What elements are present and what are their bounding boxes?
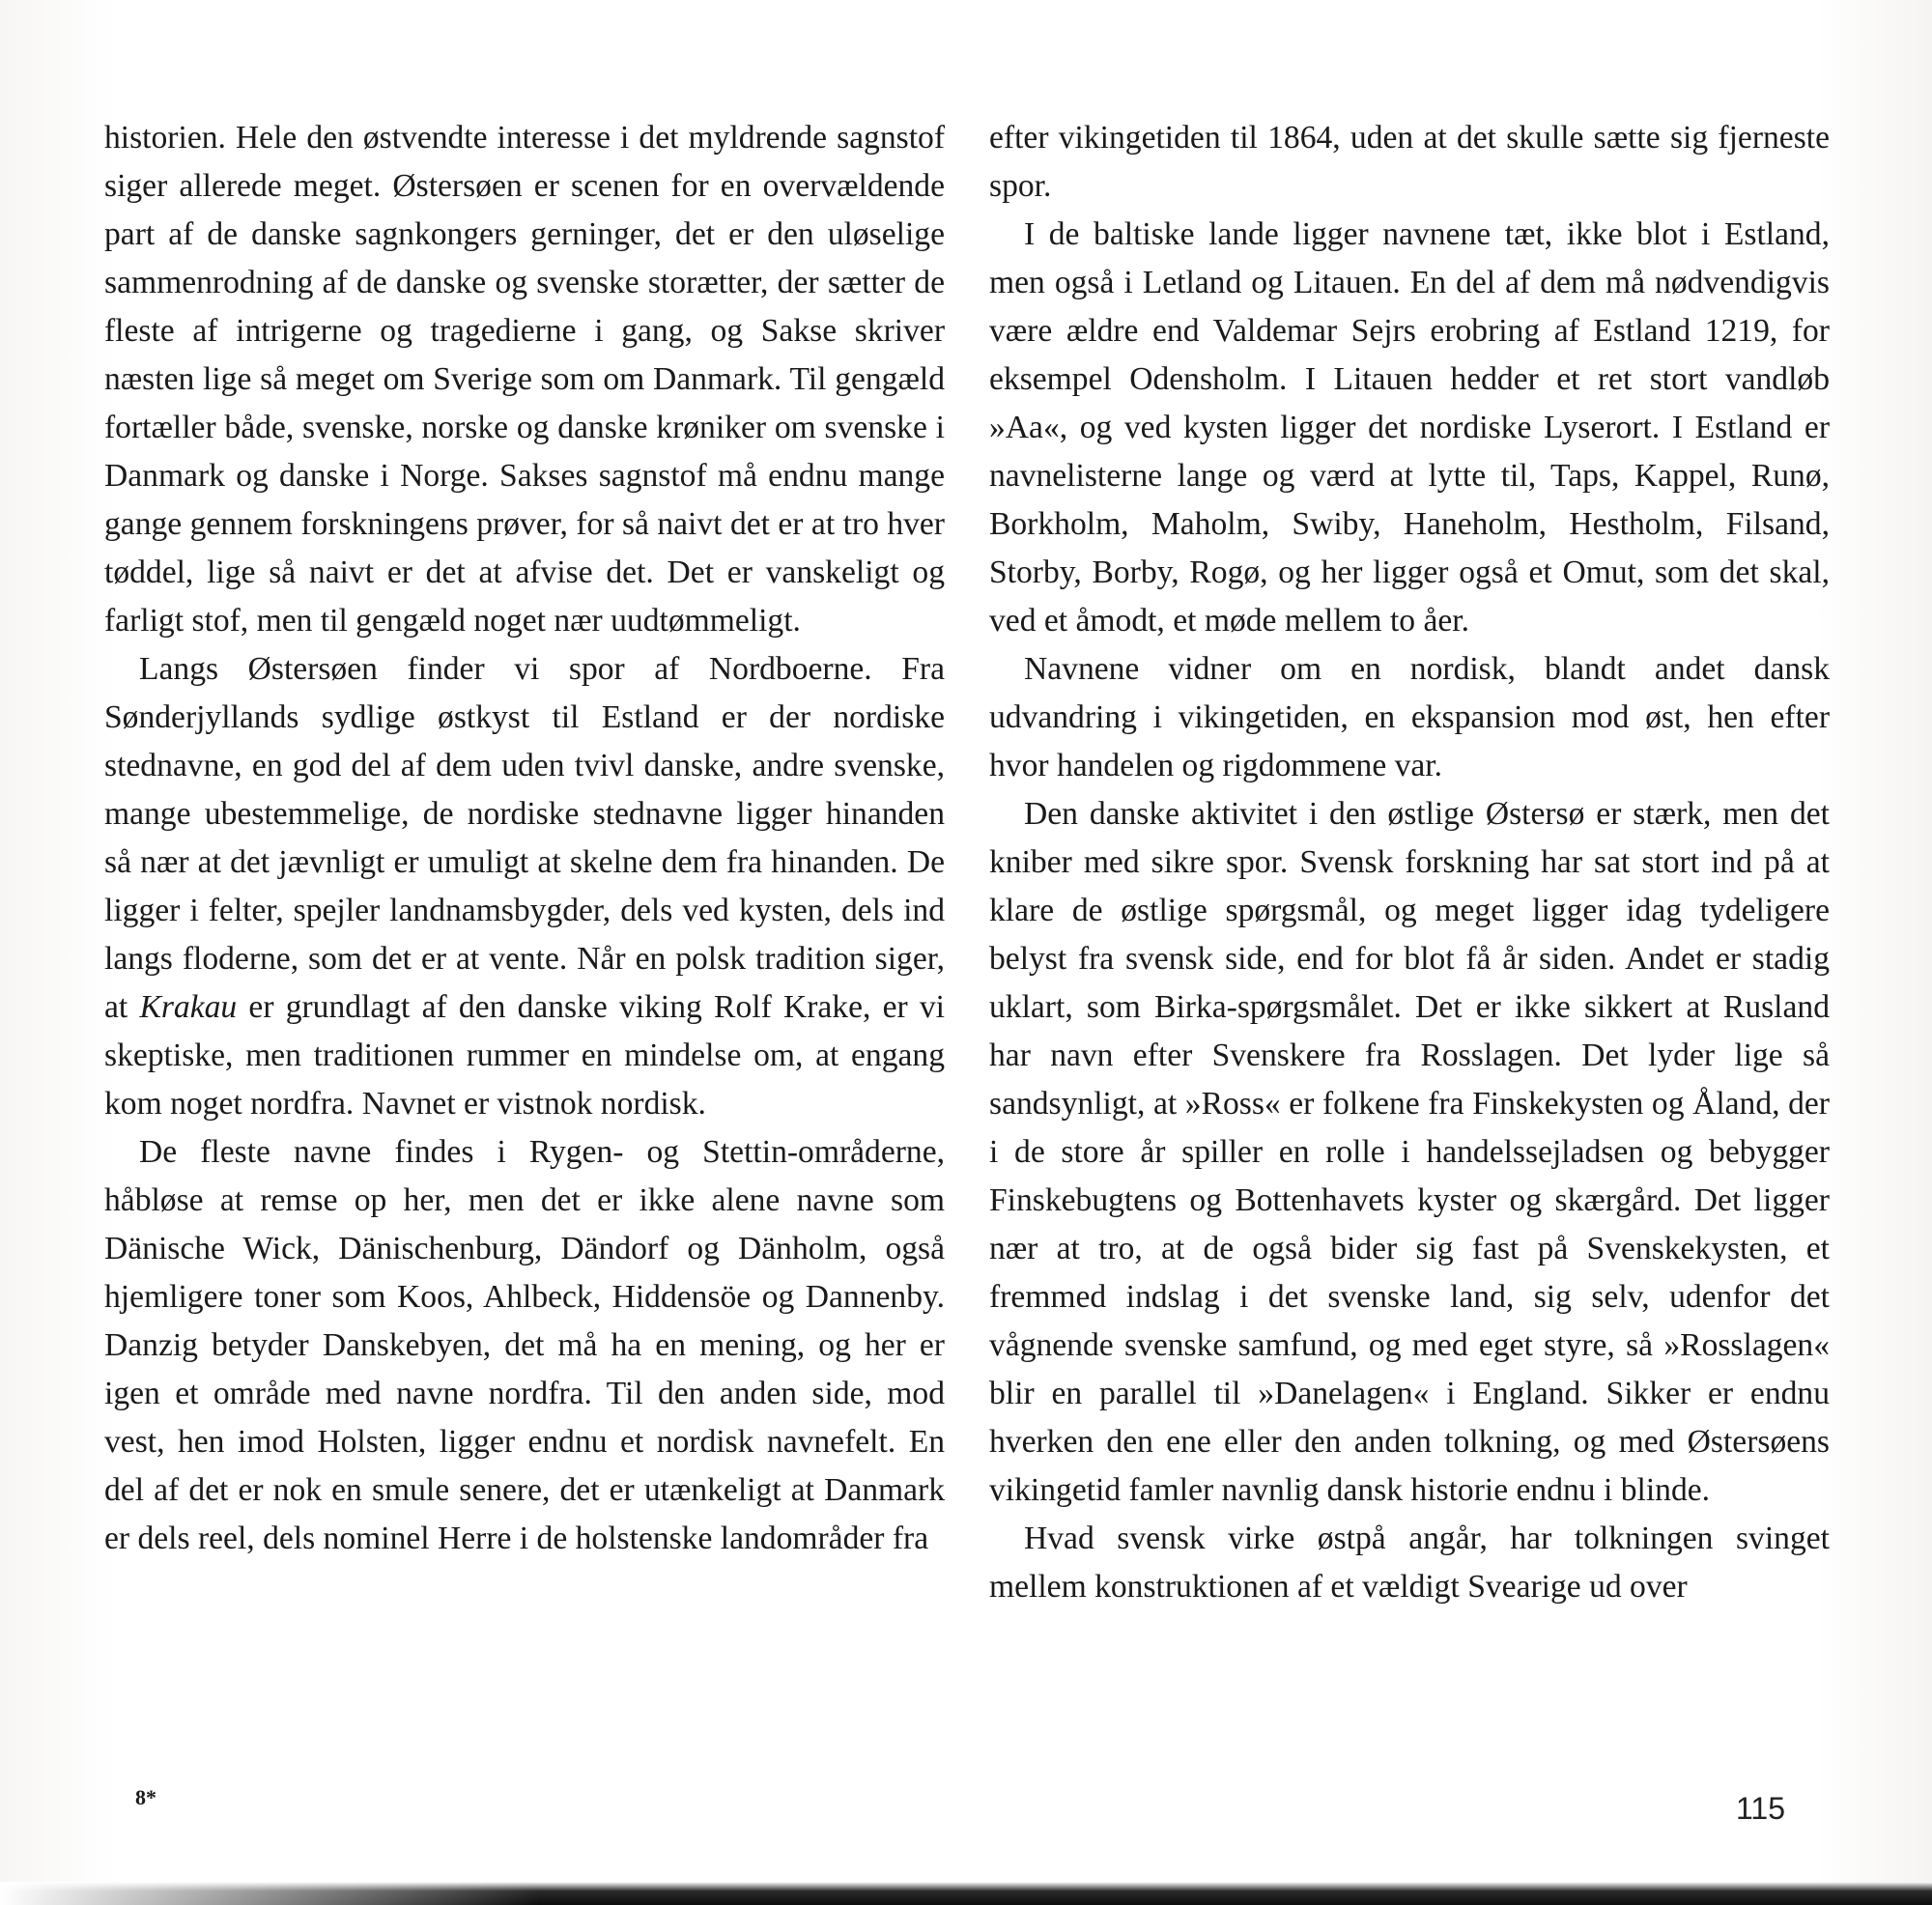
paragraph — [104, 645, 945, 1128]
italic-place-name: Krakau — [139, 989, 238, 1025]
paragraph: Navnene vidner om en nordisk, blandt andet dansk udvandring i vikingetiden, en ekspansion mod øst, hen efter hvor handelen og rigdommene var. — [989, 651, 1830, 783]
page-number: 115 — [1735, 1791, 1785, 1826]
paragraph: De fleste navne findes i Rygen- og Stettin-områderne, håbløse at remse op her, men det er ikke alene navne som Dänische Wick, Dänischenburg, Dändorf og Dänholm, også hjemligere toner som Koos, Ahlbeck, Hiddensöe og Dannenby. Danzig betyder Danskebyen, det må ha en mening, og her er igen et område med navne nordfra. Til den anden side, mod vest, hen imod Holsten, ligger endnu et nordisk navnefelt. En del af det er nok en smule senere, det er utænkeligt at Danmark er dels reel, dels nominel Herre i de holstenske landområder fra — [104, 1134, 945, 1556]
paragraph: I de baltiske lande ligger navnene tæt, ikke blot i Estland, men også i Letland og Litauen. En del af dem må nødvendigvis være ældre end Valdemar Sejrs erobring af Estland 1219, for eksempel Odensholm. I Litauen hedder et ret stort vandløb »Aa«, og ved kysten ligger det nordiske Lyserort. I Estland er navnelisterne lange og værd at lytte til, Taps, Kappel, Runø, Borkholm, Maholm, Swiby, Haneholm, Hestholm, Filsand, Storby, Borby, Rogø, og her ligger også et Omut, som det skal, ved et åmodt, et møde mellem to åer. — [989, 216, 1830, 639]
left-text-column — [104, 114, 945, 1563]
paragraph-text: er grundlagt af den danske viking Rolf Krake, er vi skeptiske, men traditionen rummer en mindelse om, at engang kom noget nordfra. Navnet er vistnok nordisk. — [104, 989, 945, 1122]
page-edge-shadow — [0, 1882, 1932, 1905]
paragraph: Den danske aktivitet i den østlige Østersø er stærk, men det kniber med sikre spor. Svensk forskning har sat stort ind på at klare de østlige spørgsmål, og meget ligger idag tydeligere belyst fra svensk side, end for blot få år siden. Andet er stadig uklart, som Birka-spørgsmålet. Det er ikke sikkert at Rusland har navn efter Svenskere fra Rosslagen. Det lyder lige så sandsynligt, at »Ross« er folkene fra Finskekysten og Åland, der i de store år spiller en rolle i handelssejladsen og bebygger Finskebugtens og Bottenhavets kyster og skærgård. Det ligger nær at tro, at de også bider sig fast på Svenskekysten, et fremmed indslag i det svenske land, sig selv, udenfor det vågnende svenske samfund, og med eget styre, så »Rosslagen« blir en parallel til »Danelagen« i England. Sikker er endnu hverken den ene eller den anden tolkning, og med Østersøens vikingetid famler navnlig dansk historie endnu i blinde. — [989, 796, 1830, 1508]
signature-mark: 8* — [135, 1785, 156, 1809]
paragraph: efter vikingetiden til 1864, uden at det skulle sætte sig fjerneste spor. — [989, 120, 1830, 204]
paragraph-text: Langs Østersøen finder vi spor af Nordboerne. Fra Sønderjyllands sydlige østkyst til Estland er der nordiske stednavne, en god del af dem uden tvivl danske, andre svenske, mange ubestemmelige, de nordiske stednavne ligger hinanden så nær at det jævnligt er umuligt at skelne dem fra hinanden. De ligger i felter, spejler landnamsbygder, dels ved kysten, dels ind langs floderne, som det er at vente. Når en polsk tradition siger, at — [104, 651, 945, 1025]
paragraph: historien. Hele den østvendte interesse i det myldrende sagnstof siger allerede meget. Østersøen er scenen for en overvældende part af de danske sagnkongers gerninger, det er den uløselige sammenrodning af de danske og svenske storætter, der sætter de fleste af intrigerne og tragedierne i gang, og Sakse skriver næsten lige så meget om Sverige som om Danmark. Til gengæld fortæller både, svenske, norske og danske krøniker om svenske i Danmark og danske i Norge. Sakses sagnstof må endnu mange gange gennem forskningens prøver, for så naivt det er at tro hver tøddel, lige så naivt er det at afvise det. Det er vanskeligt og farligt stof, men til gengæld noget nær uudtømmeligt. — [104, 120, 945, 639]
paragraph: Hvad svensk virke østpå angår, har tolkningen svinget mellem konstruktionen af et vældigt Svearige ud over — [989, 1521, 1830, 1605]
right-text-column — [989, 114, 1830, 1611]
